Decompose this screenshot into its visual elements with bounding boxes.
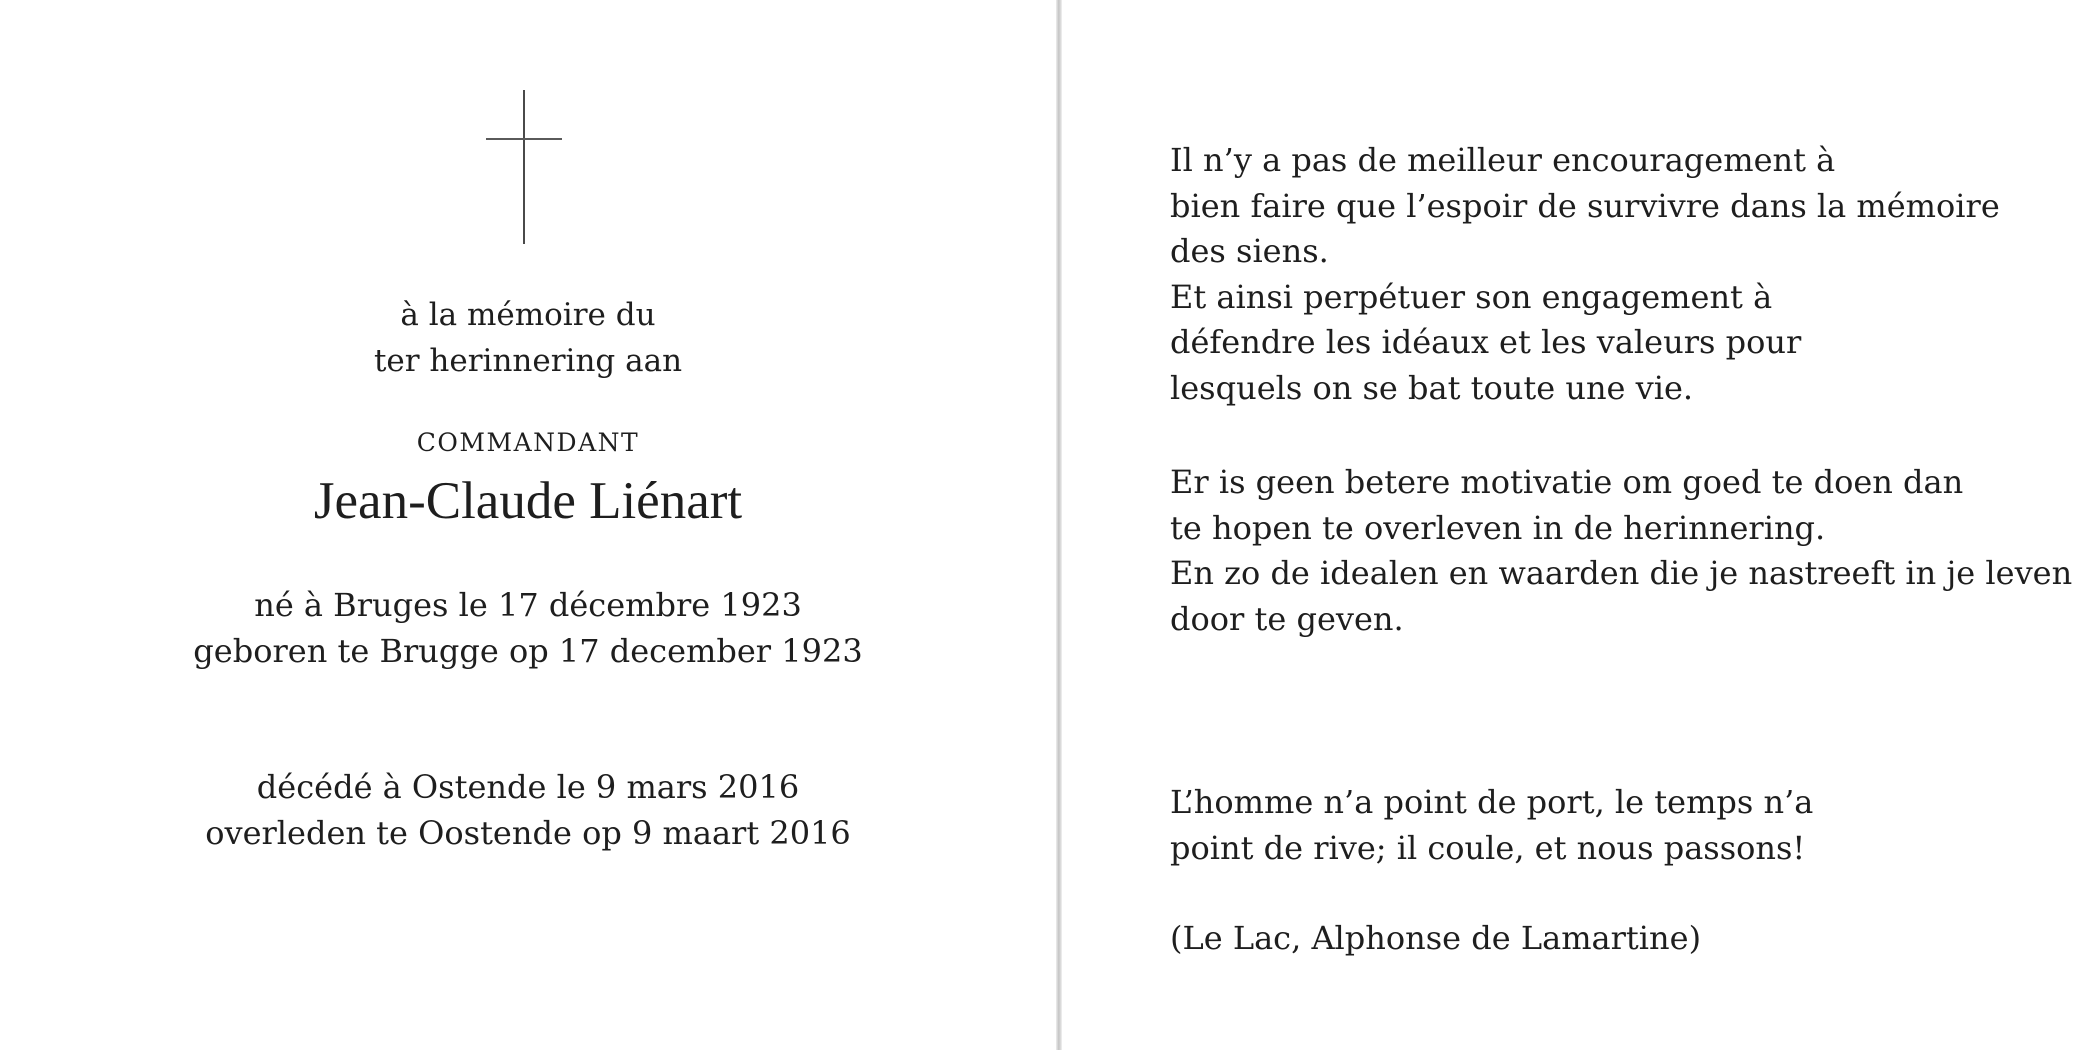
poem-line: L’homme n’a point de port, le temps n’a (1170, 783, 1814, 821)
poem-attribution: (Le Lac, Alphonse de Lamartine) (1170, 919, 1702, 957)
quote-line: Et ainsi perpétuer son engagement à (1170, 277, 1773, 316)
death-dutch: overleden te Oostende op 9 maart 2016 (205, 814, 851, 852)
memorial-heading (0, 292, 1056, 384)
cross-horizontal-bar (486, 138, 562, 140)
deceased-name: Jean-Claude Liénart (313, 472, 743, 530)
rank-label: COMMANDANT (416, 428, 640, 457)
quote-line: te hopen te overleven in de herinnering. (1170, 508, 1826, 547)
deceased-name-block (0, 466, 1056, 536)
cross-vertical-bar (523, 90, 525, 244)
quote-line: bien faire que l’espoir de survivre dans la mémoire (1170, 186, 2000, 225)
quote-line: Er is geen betere motivatie om goed te doen dan (1170, 463, 1964, 501)
birth-info (0, 582, 1056, 674)
quote-french (1170, 138, 2000, 411)
birth-french: né à Bruges le 17 décembre 1923 (254, 586, 802, 624)
cross-icon (486, 90, 566, 244)
poem-line: point de rive; il coule, et nous passons! (1170, 828, 1806, 867)
page-fold-divider (1056, 0, 1062, 1050)
memorial-french: à la mémoire du (400, 297, 656, 333)
memorial-dutch: ter herinnering aan (373, 343, 683, 379)
quote-line: lesquels on se bat toute une vie. (1170, 368, 1694, 407)
poem-quote (1170, 780, 1813, 871)
quote-line: Il n’y a pas de meilleur encouragement à (1170, 141, 1836, 179)
quote-line: défendre les idéaux et les valeurs pour (1170, 323, 1802, 361)
rank-title (0, 427, 1056, 459)
quote-line: En zo de idealen en waarden die je nastreeft in je leven (1170, 554, 2073, 592)
death-info (0, 764, 1056, 856)
quote-dutch (1170, 460, 2072, 642)
death-french: décédé à Ostende le 9 mars 2016 (256, 768, 800, 806)
birth-dutch: geboren te Brugge op 17 december 1923 (193, 632, 863, 670)
quote-line: door te geven. (1170, 599, 1404, 638)
quote-line: des siens. (1170, 232, 1329, 270)
